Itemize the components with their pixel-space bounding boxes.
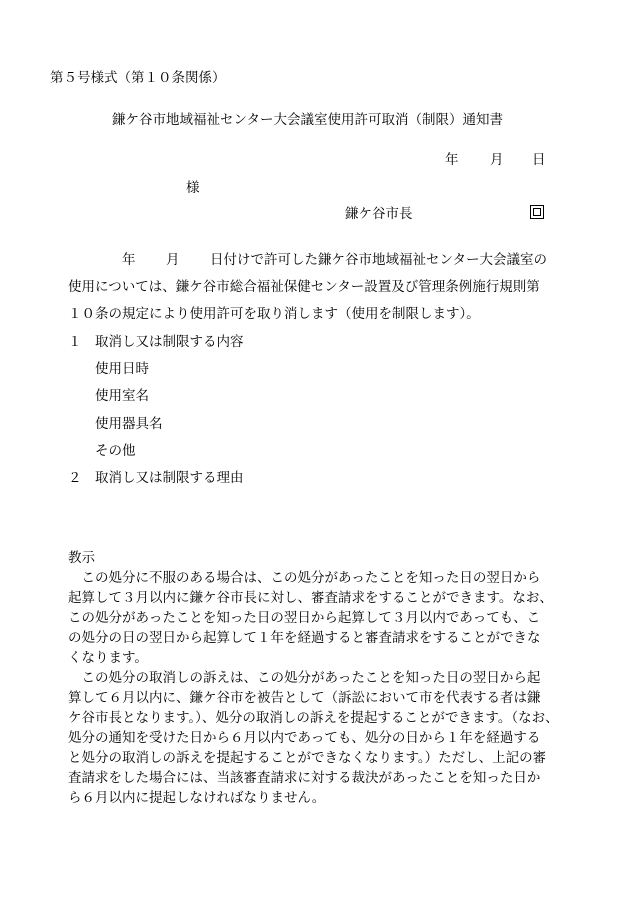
body-line3: １０条の規定により使用許可を取り消します（使用を制限します）。	[68, 306, 480, 322]
instruction-line: と処分の取消しの訴えを提起することができなくなります。）ただし、上記の審	[68, 750, 547, 766]
date-year: 年	[445, 152, 459, 168]
instruction-line: この処分の取消しの訴えは、この処分があったことを知った日の翌日から起	[68, 670, 541, 686]
sub-item-usage-datetime: 使用日時	[95, 361, 149, 377]
issuer-name: 鎌ケ谷市長	[345, 206, 413, 222]
instruction-section	[68, 548, 559, 808]
instruction-line: 査請求をした場合には、当該審査請求に対する裁決があったことを知った日か	[68, 770, 541, 786]
sub-item-other: その他	[95, 443, 136, 459]
body-year: 年	[122, 252, 136, 268]
instruction-line: 起算して３月以内に鎌ケ谷市長に対し、審査請求をすることができます。なお、	[68, 590, 553, 606]
form-number: 第５号様式（第１０条関係）	[50, 70, 226, 86]
sub-item-room-name: 使用室名	[95, 388, 149, 404]
instruction-line: この処分に不服のある場合は、この処分があったことを知った日の翌日から	[68, 570, 541, 586]
instruction-line: この処分があったことを知った日の翌日から起算して３月以内であっても、こ	[68, 610, 541, 626]
addressee-suffix: 様	[186, 180, 200, 196]
instruction-line: くなります。	[68, 650, 148, 666]
item1-label: 取消し又は制限する内容	[95, 334, 244, 350]
body-line2: 使用については、鎌ケ谷市総合福祉保健センター設置及び管理条例施行規則第	[68, 279, 540, 295]
body-line1: 日付けで許可した鎌ケ谷市地域福祉センター大会議室の	[210, 252, 547, 268]
sub-item-equipment-name: 使用器具名	[95, 416, 163, 432]
item2-label: 取消し又は制限する理由	[95, 470, 244, 486]
instruction-line: ら６月以内に提起しなければなりません。	[68, 790, 326, 806]
seal-icon	[530, 205, 544, 219]
date-month: 月	[490, 152, 504, 168]
item1-number: １	[68, 334, 82, 350]
item2-number: ２	[68, 470, 82, 486]
instruction-line: 算して６月以内に、鎌ケ谷市を被告として（訴訟において市を代表する者は鎌	[68, 690, 541, 706]
document-title: 鎌ケ谷市地域福祉センター大会議室使用許可取消（制限）通知書	[112, 112, 503, 128]
body-month: 月	[166, 252, 180, 268]
instruction-heading: 教示	[68, 550, 95, 566]
date-day: 日	[532, 152, 546, 168]
instruction-line: 処分の通知を受けた日から６月以内であっても、処分の日から１年を経過する	[68, 730, 541, 746]
instruction-line: ケ谷市長となります。）、処分の取消しの訴えを提起することができます。（なお、	[68, 710, 559, 726]
instruction-line: の処分の日の翌日から起算して１年を経過すると審査請求をすることができな	[68, 630, 541, 646]
